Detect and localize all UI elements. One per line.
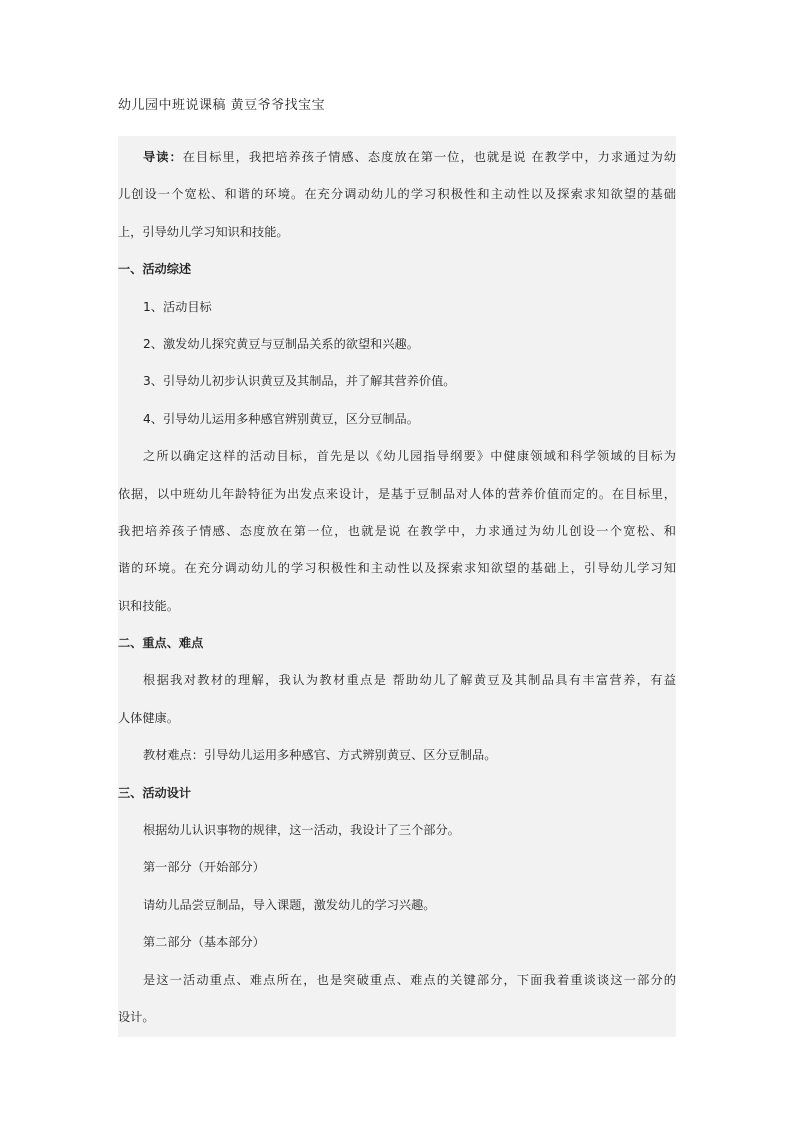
- list-item: 3、引导幼儿初步认识黄豆及其制品，并了解其营养价值。: [143, 374, 456, 389]
- intro-line: 上，引导幼儿学习知识和技能。: [118, 224, 289, 239]
- intro-text: 在目标里，我把培养孩子情感、态度放在第一位，也就是说 在教学中，力求通过为幼: [182, 150, 677, 164]
- section-heading: 三、活动设计: [118, 785, 192, 800]
- section-heading: 二、重点、难点: [118, 636, 204, 651]
- paragraph-line: 是这一活动重点、难点所在，也是突破重点、难点的关键部分，下面我着重谈谈这一部分的: [143, 972, 676, 987]
- paragraph-line: 教材难点：引导幼儿运用多种感官、方式辨别黄豆、区分豆制品。: [143, 748, 497, 763]
- part-heading: 第二部分（基本部分）: [143, 935, 265, 950]
- paragraph-line: 谐的环境。在充分调动幼儿的学习积极性和主动性以及探索求知欲望的基础上，引导幼儿学习知: [118, 561, 676, 576]
- list-item: 4、引导幼儿运用多种感官辨别黄豆，区分豆制品。: [143, 411, 419, 426]
- paragraph-line: 我把培养孩子情感、态度放在第一位，也就是说 在教学中，力求通过为幼儿创设一个宽松、和: [118, 523, 676, 538]
- paragraph-line: 请幼儿品尝豆制品，导入课题，激发幼儿的学习兴趣。: [143, 897, 436, 912]
- list-item: 1、活动目标: [143, 299, 212, 314]
- paragraph-line: 根据我对教材的理解，我认为教材重点是 帮助幼儿了解黄豆及其制品具有丰富营养，有益: [143, 673, 676, 688]
- intro-line: 儿创设一个宽松、和谐的环境。在充分调动幼儿的学习积极性和主动性以及探索求知欲望的基础: [118, 187, 676, 202]
- part-heading: 第一部分（开始部分）: [143, 860, 265, 875]
- paragraph-line: 根据幼儿认识事物的规律，这一活动，我设计了三个部分。: [143, 823, 460, 838]
- paragraph-line: 人体健康。: [118, 710, 179, 725]
- section-heading: 一、活动综述: [118, 262, 192, 277]
- intro-line: [118, 148, 676, 185]
- paragraph-line: 设计。: [118, 1009, 155, 1024]
- paragraph-line: 依据，以中班幼儿年龄特征为出发点来设计，是基于豆制品对人体的营养价值而定的。在目标里，: [118, 486, 676, 501]
- document-body: [118, 148, 676, 1045]
- paragraph-line: 识和技能。: [118, 598, 179, 613]
- document-title: 幼儿园中班说课稿 黄豆爷爷找宝宝: [118, 98, 326, 113]
- list-item: 2、激发幼儿探究黄豆与豆制品关系的欲望和兴趣。: [143, 336, 419, 351]
- intro-label: 导读：: [143, 150, 183, 164]
- paragraph-line: 之所以确定这样的活动目标，首先是以《幼儿园指导纲要》中健康领域和科学领域的目标为: [143, 449, 676, 464]
